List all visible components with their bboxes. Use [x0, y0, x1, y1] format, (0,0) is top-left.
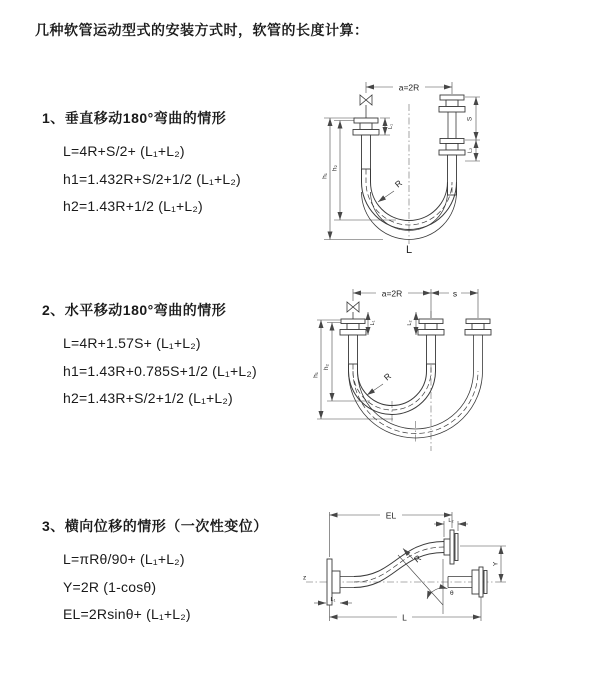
braided-hose-section — [349, 335, 358, 364]
section-2-heading: 2、水平移动180°弯曲的情形 — [42, 302, 227, 318]
formula-line: L=4R+1.57S+ (L₁+L₂) — [63, 335, 201, 351]
length-label: L — [405, 244, 413, 256]
middle-pipe-flange — [418, 319, 444, 364]
braided-hose-section — [427, 335, 436, 364]
dim-label-s: s — [452, 288, 458, 299]
dim-label-l1: L₁ — [370, 320, 376, 326]
dim-label-h2: h₂ — [331, 164, 339, 172]
dim-label-l2: L₂ — [467, 147, 474, 154]
section-vertical-move — [42, 108, 241, 221]
section-3-heading: 3、横向位移的情形（一次性变位） — [42, 518, 268, 534]
lower-right-flange-original-position — [448, 567, 487, 597]
page-title: 几种软管运动型式的安装方式时，软管的长度计算： — [35, 22, 369, 38]
dim-label-a2r: a=2R — [398, 82, 420, 93]
diagram-vertical-180-bend — [308, 74, 580, 258]
dim-label-y: Y — [492, 561, 500, 567]
dim-label-h2: h₂ — [323, 363, 330, 371]
dim-label-l: L — [402, 612, 407, 623]
dim-label-l2: L₂ — [407, 320, 413, 326]
dim-label-l1: L₁ — [388, 124, 394, 129]
valve-icon — [360, 95, 372, 118]
formula-line: h1=1.43R+0.785S+1/2 (L₁+L₂) — [63, 362, 257, 379]
radius-label: R — [392, 177, 404, 190]
dim-label-l2: L₂ — [448, 518, 454, 524]
formula-line: h2=1.43R+1/2 (L₁+L₂) — [63, 198, 203, 214]
left-pipe-flange — [353, 118, 379, 169]
right-pipe-flanges — [439, 95, 465, 195]
section-1-heading: 1、垂直移动180°弯曲的情形 — [42, 110, 227, 126]
upper-right-flange — [444, 530, 458, 564]
dim-label-s: S — [466, 116, 474, 122]
dim-label-a2r: a=2R — [381, 288, 403, 299]
section-3-formulas — [63, 546, 268, 629]
section-lateral-displacement — [42, 516, 268, 629]
left-pipe-flange — [340, 319, 366, 364]
formula-line: Y=2R (1-cosθ) — [63, 578, 157, 595]
diagram-lateral-displacement — [298, 502, 592, 642]
dimension-lines — [313, 288, 479, 419]
theta-label: θ — [450, 590, 454, 597]
dimension-lines — [314, 510, 506, 623]
radius-label: R — [381, 370, 393, 383]
formula-line: h2=1.43R+S/2+1/2 (L₁+L₂) — [63, 390, 233, 406]
centerline-z-label: z — [303, 574, 307, 582]
valve-icon — [347, 302, 359, 319]
dim-label-h1: h₁ — [312, 372, 320, 378]
section-2-formulas — [63, 330, 257, 413]
section-horizontal-move — [42, 300, 257, 413]
right-pipe-flange — [465, 319, 491, 371]
section-1-formulas — [63, 138, 241, 221]
dim-label-h1: h₁ — [321, 173, 329, 179]
hose-s-curve — [354, 542, 444, 588]
radius-label: R — [411, 552, 423, 565]
diagram-horizontal-180-bend — [308, 283, 590, 461]
dim-label-el: EL — [385, 510, 397, 521]
braided-hose-section — [362, 135, 371, 169]
dim-label-l1: L₁ — [330, 597, 336, 603]
formula-line: EL=2Rsinθ+ (L₁+L₂) — [63, 606, 191, 622]
formula-line: h1=1.432R+S/2+1/2 (L₁+L₂) — [63, 170, 241, 187]
radius-leader — [367, 384, 383, 395]
radius-leader — [378, 191, 394, 202]
formula-line: L=πRθ/90+ (L₁+L₂) — [63, 551, 185, 567]
formula-line: L=4R+S/2+ (L₁+L₂) — [63, 143, 185, 159]
